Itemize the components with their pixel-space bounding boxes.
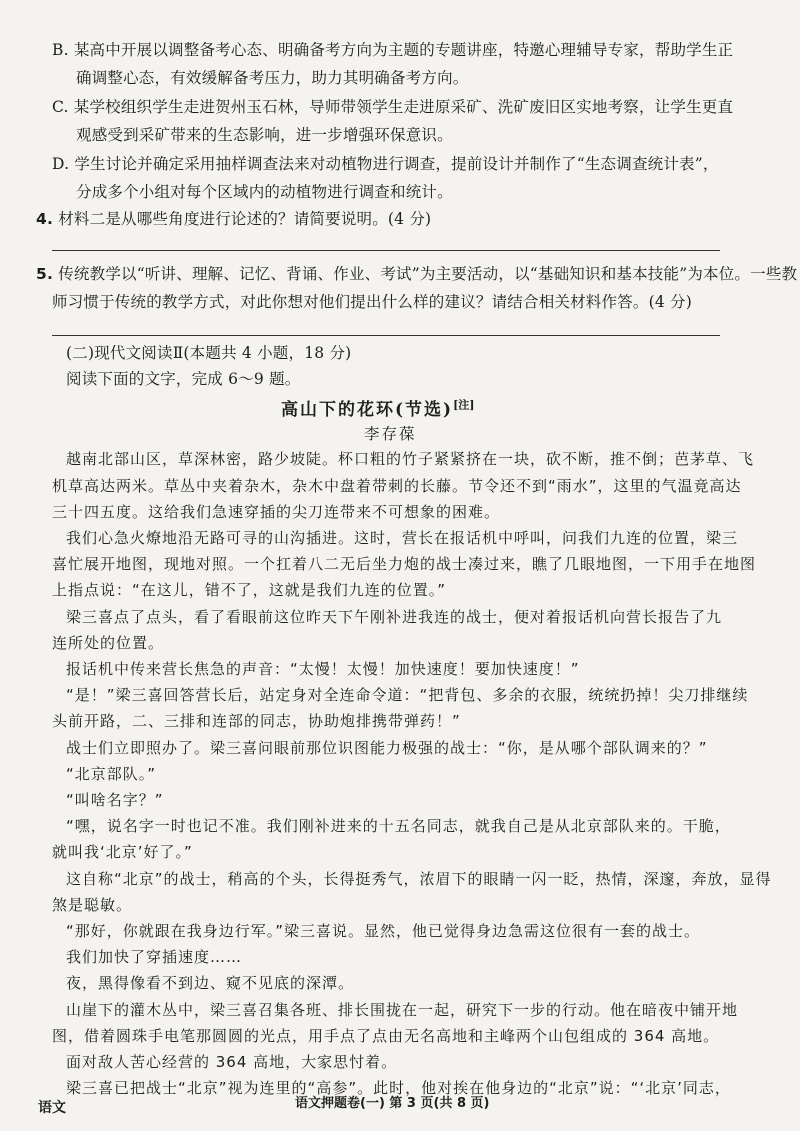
article-line: 这自称“北京”的战士，稍高的个头，长得挺秀气，浓眉下的眼睛一闪一眨，热情，深邃，奔放，显得 [66, 870, 772, 888]
option-b-line1: B. 某高中开展以调整备考心态、明确备考方向为主题的专题讲座，特邀心理辅导专家，帮助学生正 [52, 41, 734, 59]
article-line: 图，借着圆珠手电笔那圆圆的光点，用手点了点由无名高地和主峰两个山包组成的 364 高地。 [52, 1027, 720, 1045]
article-title-text: 高山下的花环(节选) [281, 400, 454, 420]
question-4-text: 材料二是从哪些角度进行论述的？请简要说明。(4 分) [58, 210, 432, 228]
option-c-line1: C. 某学校组织学生走进贺州玉石林，导师带领学生走进原采矿、洗矿废旧区实地考察，让学生更直 [52, 98, 734, 116]
article-line: 面对敌人苦心经营的 364 高地，大家思忖着。 [66, 1053, 398, 1071]
section-heading: (二)现代文阅读Ⅱ(本题共 4 小题，18 分) [66, 344, 352, 362]
article-line: “那好，你就跟在我身边行军。”梁三喜说。显然，他已觉得身边急需这位很有一套的战士。 [66, 922, 701, 940]
section-instruction: 阅读下面的文字，完成 6～9 题。 [66, 370, 301, 388]
article-title [281, 395, 475, 420]
article-line: 梁三喜已把战士“北京”视为连里的“高参”。此时，他对挨在他身边的“北京”说：“‘北京’同志， [66, 1079, 731, 1097]
question-5-text-1: 传统教学以“听讲、理解、记忆、背诵、作业、考试”为主要活动，以“基础知识和基本技能”为本位。一些教 [58, 265, 798, 283]
article-line: 我们心急火燎地沿无路可寻的山沟插进。这时，营长在报话机中呼叫，问我们九连的位置，梁三 [66, 529, 739, 547]
article-line: 越南北部山区，草深林密，路少坡陡。杯口粗的竹子紧紧挤在一块，砍不断，推不倒；芭茅草、飞 [66, 450, 755, 468]
article-line: “北京部队。” [66, 765, 157, 783]
option-d-line1: D. 学生讨论并确定采用抽样调查法来对动植物进行调查，提前设计并制作了“生态调查统计表”， [52, 155, 719, 173]
article-line: “叫啥名字？” [66, 791, 164, 809]
article-line: “嘿，说名字一时也记不准。我们刚补进来的十五名同志，就我自己是从北京部队来的。干脆， [66, 817, 731, 835]
question-4-number: 4. [36, 210, 54, 228]
article-line: 夜，黑得像看不到边、窥不见底的深潭。 [66, 974, 355, 992]
option-b-line2: 确调整心态，有效缓解备考压力，助力其明确备考方向。 [76, 69, 469, 87]
question-5-line2: 师习惯于传统的教学方式，对此你想对他们提出什么样的建议？请结合相关材料作答。(4 分) [52, 293, 692, 311]
article-line: 煞是聪敏。 [52, 896, 133, 914]
article-author: 李存葆 [364, 425, 417, 443]
answer-line-q5[interactable] [52, 335, 720, 336]
option-d-line2: 分成多个小组对每个区域内的动植物进行调查和统计。 [76, 183, 453, 201]
article-line: “是！”梁三喜回答营长后，站定身对全连命令道：“把背包、多余的衣服，统统扔掉！尖刀排继续 [66, 686, 749, 704]
question-5-line1 [36, 264, 797, 284]
article-line: 报话机中传来营长焦急的声音：“太慢！太慢！加快速度！要加快速度！” [66, 660, 580, 678]
page-footer: 语文押题卷(一) 第 3 页(共 8 页) [295, 1096, 490, 1111]
article-line: 连所处的位置。 [52, 634, 165, 652]
article-line: 梁三喜点了点头，看了看眼前这位昨天下午刚补进我连的战士，便对着报话机向营长报告了九 [66, 608, 723, 626]
article-line: 喜忙展开地图，现地对照。一个扛着八二无后坐力炮的战士凑过来，瞧了几眼地图，一下用手在地图 [52, 555, 757, 573]
article-line: 山崖下的灌木丛中，梁三喜召集各班、排长围拢在一起，研究下一步的行动。他在暗夜中铺开地 [66, 1001, 739, 1019]
article-line: 头前开路，二、三排和连部的同志，协助炮排携带弹药！” [52, 712, 461, 730]
article-line: 我们加快了穿插速度…… [66, 948, 243, 966]
article-line: 上指点说：“在这儿，错不了，这就是我们九连的位置。” [52, 581, 447, 599]
subject-label: 语文 [38, 1100, 66, 1116]
answer-line-q4[interactable] [52, 250, 720, 251]
question-5-number: 5. [36, 265, 54, 283]
article-title-note: [注] [453, 398, 475, 412]
article-line: 三十四五度。这给我们急速穿插的尖刀连带来不可想象的困难。 [52, 503, 501, 521]
article-line: 机草高达两米。草丛中夹着杂木，杂木中盘着带刺的长藤。节令还不到“雨水”，这里的气温竟高达 [52, 477, 742, 495]
option-c-line2: 观感受到采矿带来的生态影响，进一步增强环保意识。 [76, 126, 453, 144]
article-line: 就叫我‘北京’好了。” [52, 843, 193, 861]
article-line: 战士们立即照办了。梁三喜问眼前那位识图能力极强的战士：“你，是从哪个部队调来的？” [66, 739, 708, 757]
question-4 [36, 209, 431, 229]
